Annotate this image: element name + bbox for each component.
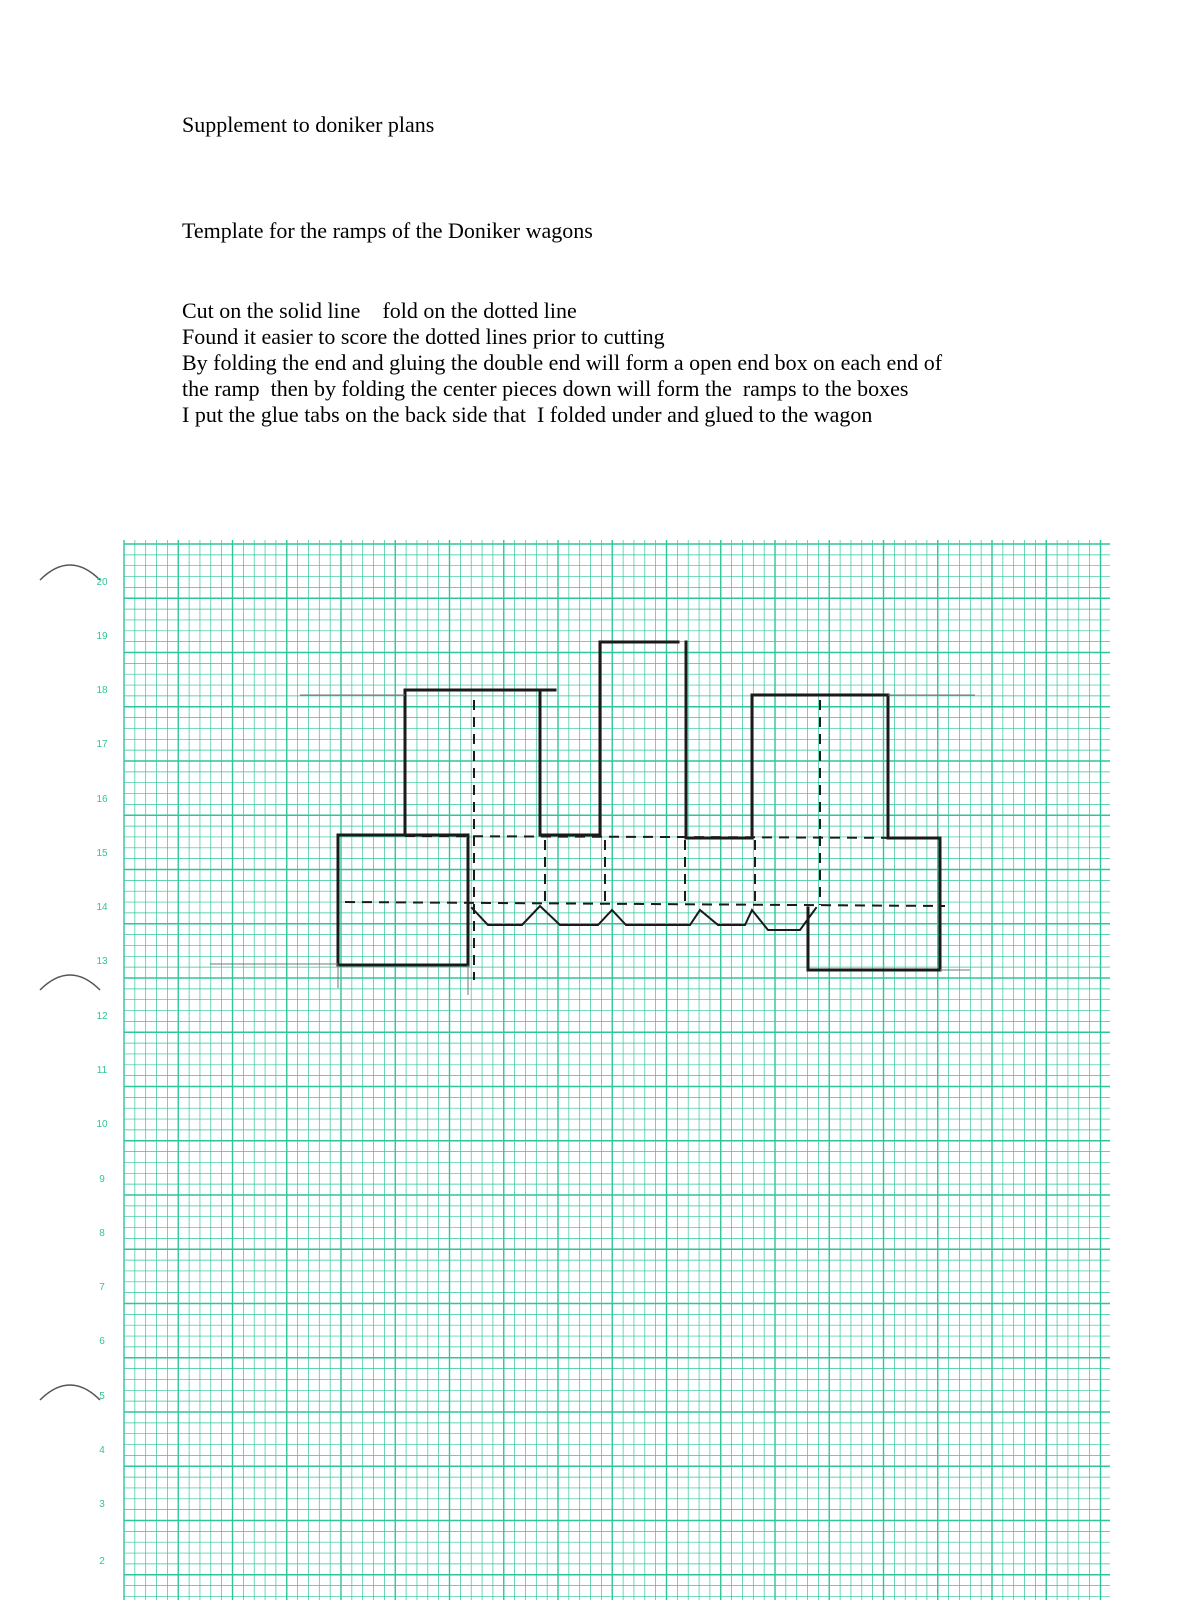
row-label: 10	[96, 1119, 108, 1130]
left-box-outline	[338, 835, 468, 965]
upper-fold-line	[405, 836, 940, 838]
row-label: 8	[99, 1228, 105, 1239]
row-label: 6	[99, 1336, 105, 1347]
row-label: 5	[99, 1391, 105, 1402]
graph-paper-sheet	[0, 540, 1178, 1600]
page-title: Supplement to doniker plans	[182, 112, 435, 137]
row-label: 11	[96, 1065, 108, 1076]
instruction-line: the ramp then by folding the center pieces down will form the ramps to the boxes	[182, 376, 909, 401]
right-box-outline	[808, 838, 940, 970]
row-label: 17	[96, 739, 108, 750]
instruction-line: By folding the end and gluing the double end will form a open end box on each end of	[182, 350, 943, 375]
row-label: 16	[96, 794, 108, 805]
instructions-block	[182, 298, 942, 428]
left-upright-divider	[540, 690, 600, 835]
ramp-fold-zigzag	[472, 906, 816, 930]
row-label: 4	[99, 1445, 105, 1456]
template-heading: Template for the ramps of the Doniker wagons	[182, 218, 593, 243]
lower-fold-line	[345, 902, 945, 906]
row-label: 7	[99, 1282, 105, 1293]
row-label: 12	[96, 1011, 108, 1022]
row-label: 20	[96, 577, 108, 588]
instruction-line: Found it easier to score the dotted lines prior to cutting	[182, 324, 665, 349]
row-label: 9	[99, 1174, 105, 1185]
instruction-line: I put the glue tabs on the back side that I folded under and glued to the wagon	[182, 402, 873, 427]
row-label: 13	[96, 956, 108, 967]
right-upright-panel	[752, 695, 940, 838]
ramp-template-drawing	[0, 540, 1178, 1600]
row-label: 14	[96, 902, 108, 913]
row-label: 2	[99, 1556, 105, 1567]
left-upright-panel	[405, 690, 555, 835]
center-tall-panel	[600, 642, 678, 835]
row-label: 19	[96, 631, 108, 642]
row-label: 18	[96, 685, 108, 696]
row-label: 15	[96, 848, 108, 859]
instruction-line: Cut on the solid line fold on the dotted line	[182, 298, 577, 323]
row-label: 3	[99, 1499, 105, 1510]
